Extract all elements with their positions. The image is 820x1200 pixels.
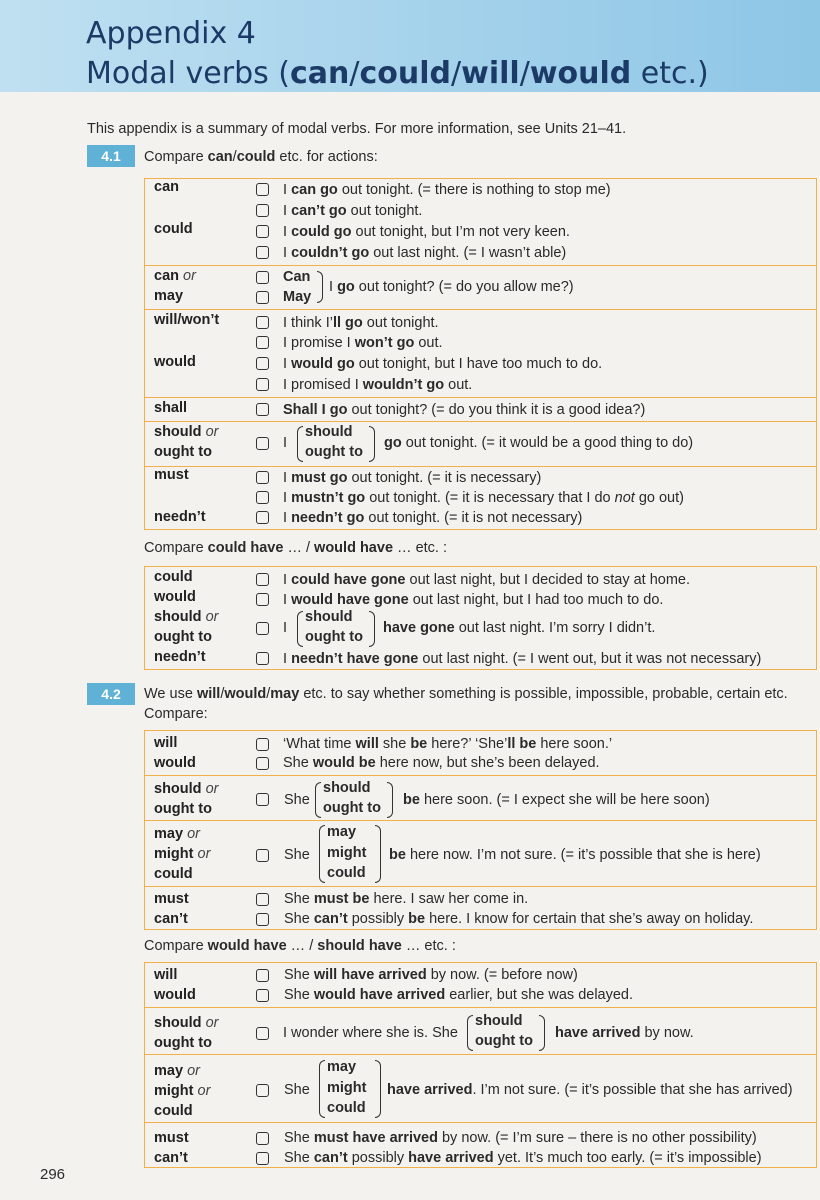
checkbox-icon[interactable] [256, 403, 269, 416]
table-row: must needn’t I must go out tonight. (= it is necessary) I mustn’t go out tonight. (= it is necessary that I do not go out) I needn’t go out tonight. (= it is not necessary) [145, 466, 816, 530]
brace-icon [387, 782, 393, 818]
brace-icon [297, 611, 303, 647]
checkbox-icon[interactable] [256, 471, 269, 484]
brace-icon [369, 611, 375, 647]
checkbox-icon[interactable] [256, 336, 269, 349]
checkbox-icon[interactable] [256, 738, 269, 751]
brace-icon [315, 782, 321, 818]
brace-icon [467, 1015, 473, 1051]
table-row: must can’t She must be here. I saw her come in. She can’t possibly be here. I know for certain that she’s away on holiday. [145, 886, 816, 930]
subheading-4-2: Compare would have … / should have … etc. : [144, 938, 456, 954]
table-row: should or ought to I wonder where she is. She should ought to have arrived by now. [145, 1007, 816, 1054]
table-4-1-actions [144, 178, 817, 530]
table-4-2-have-done [144, 962, 817, 1168]
table-row: must can’t She must have arrived by now. (= I’m sure – there is no other possibility) She can’t possibly have arrived yet. It’s much too early. (= it’s impossible) [145, 1122, 816, 1168]
checkbox-icon[interactable] [256, 271, 269, 284]
table-row: shall Shall I go out tonight? (= do you think it is a good idea?) [145, 397, 816, 421]
table-row: will would She will have arrived by now. (= before now) She would have arrived earlier, but she was delayed. [154, 967, 634, 1003]
section-heading-4-2-compare: Compare: [144, 706, 208, 722]
section-badge-4-2: 4.2 [87, 683, 135, 705]
checkbox-icon[interactable] [256, 1132, 269, 1145]
section-heading-4-2: We use will/would/may etc. to say whether something is possible, impossible, probable, certain etc. [144, 686, 788, 702]
appendix-title: Appendix 4 [86, 16, 256, 51]
table-row: should or ought to She should ought to be here soon. (= I expect she will be here soon) [145, 775, 816, 820]
checkbox-icon[interactable] [256, 378, 269, 391]
checkbox-icon[interactable] [256, 913, 269, 926]
checkbox-icon[interactable] [256, 893, 269, 906]
checkbox-icon[interactable] [256, 511, 269, 524]
brace-icon [375, 825, 381, 883]
table-4-1-could-have: could would should or ought to needn’t I could have gone out last night, but I decided to stay at home. I would have gone out last night, but I had too much to do. I should ought to have gone out last night. I’m sorry I didn’t. I needn’t have gone out last night. (= I went out, but it was not necessary) [144, 566, 817, 670]
checkbox-icon[interactable] [256, 291, 269, 304]
table-row: can could I can go out tonight. (= there is nothing to stop me) I can’t go out tonight. I could go out tonight, but I’m not very keen. I couldn’t go out last night. (= I wasn’t able) [154, 179, 611, 261]
subheading-4-1: Compare could have … / would have … etc. : [144, 540, 448, 556]
brace-icon [319, 1060, 325, 1118]
checkbox-icon[interactable] [256, 622, 269, 635]
table-row: should or ought to I should ought to go out tonight. (= it would be a good thing to do) [145, 421, 816, 466]
checkbox-icon[interactable] [256, 793, 269, 806]
checkbox-icon[interactable] [256, 989, 269, 1002]
page-number: 296 [40, 1166, 66, 1183]
table-row: may or might or could She may might could be here now. I’m not sure. (= it’s possible that she is here) [145, 820, 816, 886]
checkbox-icon[interactable] [256, 437, 269, 450]
checkbox-icon[interactable] [256, 1152, 269, 1165]
checkbox-icon[interactable] [256, 849, 269, 862]
table-4-2-probability [144, 730, 817, 930]
checkbox-icon[interactable] [256, 757, 269, 770]
checkbox-icon[interactable] [256, 357, 269, 370]
page-header [0, 0, 820, 92]
checkbox-icon[interactable] [256, 1084, 269, 1097]
brace-icon [319, 825, 325, 883]
checkbox-icon[interactable] [256, 652, 269, 665]
checkbox-icon[interactable] [256, 183, 269, 196]
brace-icon [297, 426, 303, 462]
checkbox-icon[interactable] [256, 316, 269, 329]
section-badge-4-1: 4.1 [87, 145, 135, 167]
table-row: will/won’t would I think I’ll go out tonight. I promise I won’t go out. I would go out tonight, but I have too much to do. I promised I wouldn’t go out. [145, 309, 816, 397]
section-heading-4-1: Compare can/could etc. for actions: [144, 149, 378, 165]
checkbox-icon[interactable] [256, 246, 269, 259]
checkbox-icon[interactable] [256, 573, 269, 586]
brace-icon [375, 1060, 381, 1118]
checkbox-icon[interactable] [256, 1027, 269, 1040]
table-row: can or may Can May I go out tonight? (= do you allow me?) [145, 265, 816, 309]
checkbox-icon[interactable] [256, 593, 269, 606]
checkbox-icon[interactable] [256, 204, 269, 217]
checkbox-icon[interactable] [256, 969, 269, 982]
checkbox-icon[interactable] [256, 225, 269, 238]
table-row: will would ‘What time will she be here?’ ‘She’ll be here soon.’ She would be here now, but she’s been delayed. [154, 735, 613, 771]
brace-icon [539, 1015, 545, 1051]
checkbox-icon[interactable] [256, 491, 269, 504]
table-row: may or might or could She may might could have arrived. I’m not sure. (= it’s possible that she has arrived) [145, 1054, 816, 1122]
appendix-subtitle: Modal verbs (can/could/will/would etc.) [86, 56, 709, 91]
brace-icon [317, 271, 323, 303]
brace-icon [369, 426, 375, 462]
intro-text: This appendix is a summary of modal verbs. For more information, see Units 21–41. [87, 121, 627, 137]
